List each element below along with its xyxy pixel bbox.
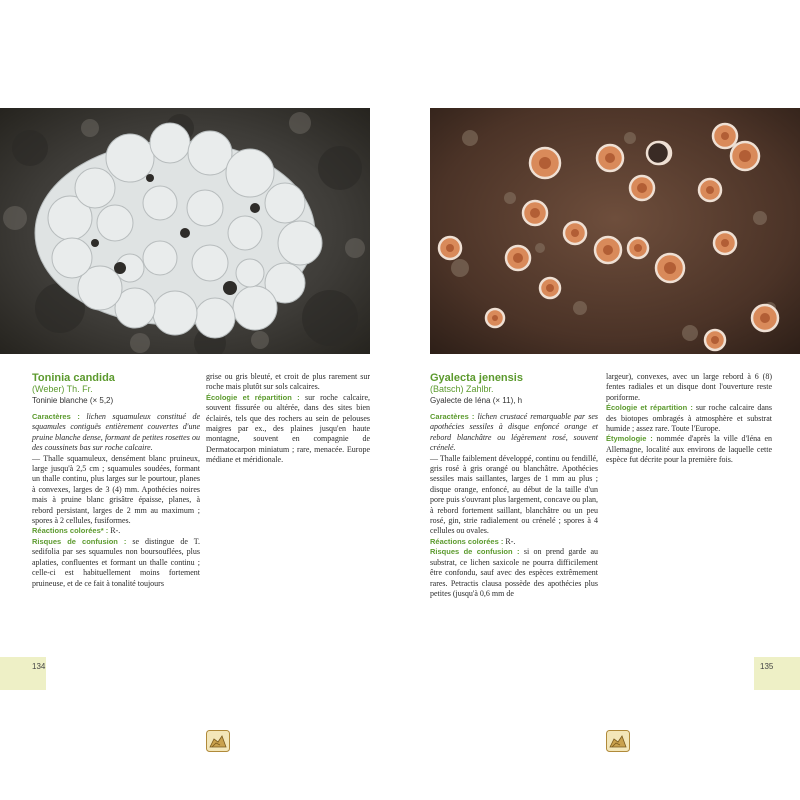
confusion-label: Risques de confusion : <box>32 536 127 546</box>
ecology-label: Écologie et répartition : <box>206 392 300 402</box>
confusion-text: se distingue de T. sedifolia par ses squamules non boursouflées, plus aplaties, confluentes et formant un thalle continu ; celle-ci est habituellement moins fortement pruineuse, et de ce fait à tonalité toujours <box>32 536 200 588</box>
confusion-paragraph <box>430 547 598 599</box>
reactions-text: R-. <box>110 526 121 536</box>
etymology-text: nommée d'après la ville d'Iéna en Allemagne, localité aux environs de laquelle cette espèce fut décrite pour la première fois. <box>606 434 772 465</box>
continuation-paragraph: grise ou gris bleuté, et croit de plus rarement sur roche mais plutôt sur sols calcaires. <box>206 372 370 392</box>
reactions-paragraph <box>430 537 598 547</box>
left-column-1 <box>32 372 200 589</box>
page-number-right <box>754 657 800 690</box>
characters-text: lichen crustacé remarquable par ses apothécies sessiles à disque enfoncé orange et rebord blanchâtre ou légèrement rosé, souvent crénelé. <box>430 412 598 453</box>
characters-paragraph <box>32 412 200 454</box>
species-name: Gyalecta jenensis <box>430 372 523 384</box>
confusion-label: Risques de confusion : <box>430 547 520 557</box>
characters-paragraph <box>430 412 598 454</box>
characters-text: lichen squamuleux constitué de squamules contiguës entièrement couvertes d'une pruine blanche dense, formant de petites rosettes ou des coussinets bas sur roche calcaire. <box>32 412 201 453</box>
reactions-text: R-. <box>505 536 516 546</box>
rock-substrate-icon <box>206 730 230 752</box>
page-number-left <box>0 657 46 690</box>
etymology-label: Étymologie : <box>606 434 653 444</box>
characters-label: Caractères : <box>430 412 475 421</box>
ecology-paragraph <box>606 403 772 434</box>
continuation-paragraph: largeur), convexes, avec un large rebord à 6 (8) fentes radiales et un disque dont l'ouverture reste poriforme. <box>606 372 772 402</box>
species-authority: (Batsch) Zahlbr. <box>430 384 494 394</box>
description-paragraph: — Thalle squamuleux, densément blanc pruineux, large jusqu'à 2,5 cm ; squamules soudées, formant un thalle continu, plus larges sur le pourtour, planes à convexes, larges de 3 (4) mm. Apothécies noires mais à pruine blanc grisâtre épaisse, planes, à rebord persistant, larges de 2 mm au maximum ; spores à 2 cellules, fusiformes. <box>32 453 200 526</box>
species-name: Toninia candida <box>32 372 115 384</box>
page-number-text: 135 <box>760 662 774 671</box>
right-column-1 <box>430 372 598 599</box>
confusion-text: si on prend garde au substrat, ce lichen saxicole ne pourra difficilement être confondu, sauf avec des espèces extrêmement rares. Petractis clausa possède des apothécies plus petites (jusqu'à 0,6 mm de <box>430 547 598 598</box>
right-page <box>430 108 800 696</box>
page-number-text: 134 <box>32 662 46 671</box>
ecology-text: sur roche calcaire, souvent fissurée ou altérée, dans des sites bien éclairés, tels que des rochers au sein de pelouses maigres par ex., des plaines jusqu'en haute montagne, souvent en compagnie de Dermatocarpon miniatum ; rare, menacée. Europe médiane et méridionale. <box>206 392 371 465</box>
right-column-2 <box>606 372 772 466</box>
ecology-label: Écologie et répartition : <box>606 403 693 413</box>
left-column-2 <box>206 372 370 466</box>
characters-label: Caractères : <box>32 412 80 421</box>
reactions-label: Réactions colorées* : <box>32 526 109 536</box>
gyalecta-photo <box>430 108 800 354</box>
reactions-label: Réactions colorées : <box>430 536 504 546</box>
reactions-paragraph <box>32 526 200 536</box>
rock-substrate-icon <box>606 730 630 752</box>
common-name: Gyalecte de Iéna (× 11), h <box>430 396 523 405</box>
etymology-paragraph <box>606 434 772 465</box>
toninia-photo <box>0 108 370 354</box>
ecology-paragraph <box>206 393 370 466</box>
confusion-paragraph <box>32 537 200 589</box>
description-paragraph: — Thalle faiblement développé, continu ou fendillé, gris rosé à gris orangé ou blanchâtre. Apothécies sessiles mais saillantes, larges de 1 mm au plus ; disque orange, enfoncé, au début de la taille d'un pore puis s'ouvrant plus largement, concave ou plan, à rebord fortement saillant, blanchâtre ou un peu rosé, gin, strie radialement ou crénelé ; spores à 4 cellules ou ovales. <box>430 453 598 536</box>
common-name: Toninie blanche (× 5,2) <box>32 396 114 405</box>
left-page <box>0 108 370 696</box>
ecology-text: sur roche calcaire dans des biotopes ombragés à atmosphère et substrat humide ; assez rare. Toute l'Europe. <box>606 403 772 434</box>
species-authority: (Weber) Th. Fr. <box>32 384 93 394</box>
